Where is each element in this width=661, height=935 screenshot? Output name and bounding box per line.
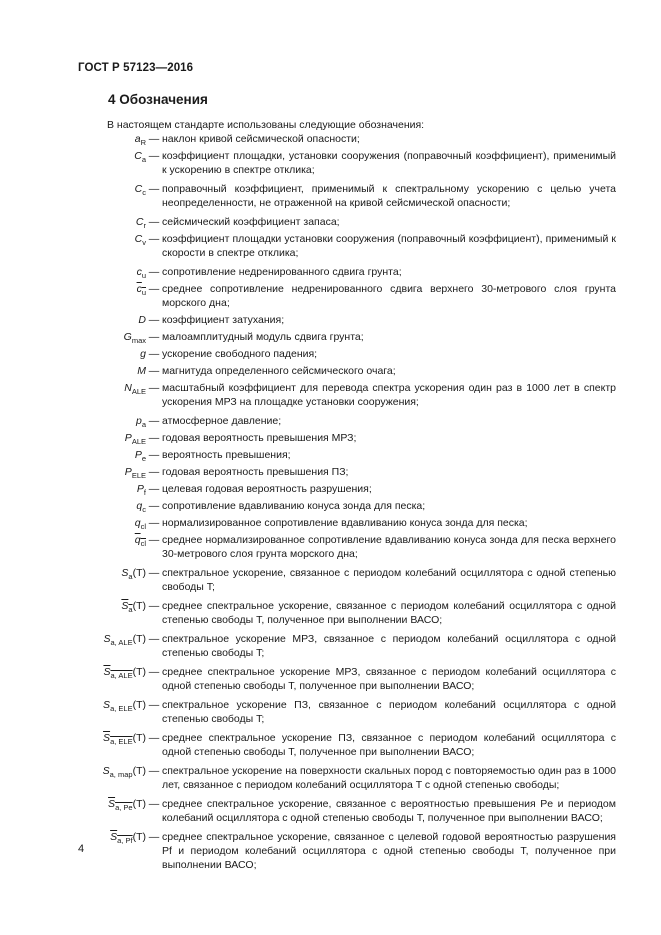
definition-dash: — <box>148 500 160 512</box>
definition-dash: — <box>148 382 160 394</box>
definition-text: среднее спектральное ускорение МРЗ, связанное с периодом колебаний осциллятора с одной степенью свободы T, полученное при выполнении ВАСО; <box>162 666 616 692</box>
definition-symbol: $a_R$ <box>134 133 146 147</box>
definition-text: годовая вероятность превышения ПЗ; <box>162 466 349 478</box>
definition-dash: — <box>148 765 160 777</box>
definition-symbol: $G_{max}$ <box>123 331 146 345</box>
definition-text: среднее спектральное ускорение ПЗ, связанное с периодом колебаний осциллятора с одной степенью свободы T, полученное при выполнении ВАСО; <box>162 732 616 758</box>
definition-row <box>70 330 616 344</box>
definition-dash: — <box>148 567 160 579</box>
definition-dash: — <box>148 534 160 546</box>
definition-symbol: $N_{ALE}$ <box>124 382 146 396</box>
definition-dash: — <box>148 699 160 711</box>
definition-dash: — <box>148 283 160 295</box>
definition-row <box>70 132 616 146</box>
definition-row <box>70 533 616 561</box>
definition-symbol: $q_c$ <box>136 500 146 514</box>
definition-text: среднее нормализированное сопротивление вдавливанию конуса зонда для песка верхнего 30-метрового слоя грунта морского дна; <box>162 534 616 560</box>
definition-text: атмосферное давление; <box>162 415 282 427</box>
definition-dash: — <box>148 732 160 744</box>
definition-dash: — <box>148 483 160 495</box>
definition-text: поправочный коэффициент, применимый к спектральному ускорению с целью учета неопределенности, не отраженной на кривой сейсмической опасности; <box>162 183 616 209</box>
definition-dash: — <box>148 449 160 461</box>
definition-row <box>70 665 616 693</box>
definition-symbol: g <box>140 348 146 360</box>
definition-symbol: $C_r$ <box>135 216 146 230</box>
definition-symbol: $P_{ELE}$ <box>124 466 146 480</box>
definition-dash: — <box>148 798 160 810</box>
definition-row <box>70 599 616 627</box>
definition-row <box>70 149 616 177</box>
definition-symbol: $S_{a, ALE}(T)$ <box>103 633 146 647</box>
definition-row <box>70 566 616 594</box>
definition-symbol: $S_{a, map}(T)$ <box>102 765 146 779</box>
definition-text: среднее спектральное ускорение, связанное с периодом колебаний осциллятора с одной степенью свободы T, полученное при выполнении ВАСО; <box>162 600 616 626</box>
definition-text: годовая вероятность превышения МРЗ; <box>162 432 357 444</box>
definition-row <box>70 764 616 792</box>
definition-dash: — <box>148 233 160 245</box>
definition-symbol: $P_f$ <box>136 483 146 497</box>
definition-text: среднее спектральное ускорение, связанное с вероятностью превышения Pe и периодом колебаний осциллятора с одной степенью свободы T, полученное при выполнении ВАСО; <box>162 798 616 824</box>
definition-symbol: $q_{cl}$ <box>134 517 146 531</box>
definition-row <box>70 364 616 378</box>
definition-row <box>70 282 616 310</box>
intro-text: В настоящем стандарте использованы следующие обозначения: <box>107 119 425 131</box>
definition-symbol: $S_a(T)$ <box>121 600 146 614</box>
definition-text: коэффициент площадки, установки сооружения (поправочный коэффициент), применимый к ускорению в спектре отклика; <box>162 150 616 176</box>
definition-text: масштабный коэффициент для перевода спектра ускорения один раз в 1000 лет в спектр ускорения МРЗ на площадке установки сооружения; <box>162 382 616 408</box>
definition-text: спектральное ускорение ПЗ, связанное с периодом колебаний осциллятора с одной степенью свободы T; <box>162 699 616 725</box>
definition-row <box>70 347 616 361</box>
definition-symbol: $S_{a, ELE}(T)$ <box>103 699 146 713</box>
definition-dash: — <box>148 666 160 678</box>
definition-symbol: $S_{a, ELE}(T)$ <box>103 732 146 746</box>
definition-dash: — <box>148 266 160 278</box>
definition-dash: — <box>148 600 160 612</box>
definition-dash: — <box>148 517 160 529</box>
definition-row <box>70 431 616 445</box>
definition-symbol: M <box>137 365 146 377</box>
definition-dash: — <box>148 365 160 377</box>
definition-text: спектральное ускорение, связанное с периодом колебаний осциллятора с одной степенью свободы T; <box>162 567 616 593</box>
definition-dash: — <box>148 831 160 843</box>
definition-row <box>70 797 616 825</box>
definition-text: вероятность превышения; <box>162 449 291 461</box>
definition-dash: — <box>148 348 160 360</box>
definition-text: сейсмический коэффициент запаса; <box>162 216 340 228</box>
definition-symbol: $S_{a, Pf}(T)$ <box>110 831 146 845</box>
definition-symbol: $\overline{q}_{\overline{cl}}$ <box>134 534 146 548</box>
definition-row <box>70 731 616 759</box>
definition-row <box>70 448 616 462</box>
definition-row <box>70 414 616 428</box>
definition-dash: — <box>148 466 160 478</box>
definition-row <box>70 499 616 513</box>
page-number: 4 <box>78 843 85 855</box>
definition-text: спектральное ускорение на поверхности скальных пород с повторяемостью один раз в 1000 лет, связанное с периодом колебаний осциллятора T с одной степенью свободы; <box>162 765 616 791</box>
definition-text: сопротивление недренированного сдвига грунта; <box>162 266 402 278</box>
definition-symbol: $S_{a, Pe}(T)$ <box>108 798 146 812</box>
definition-dash: — <box>148 150 160 162</box>
definition-dash: — <box>148 633 160 645</box>
definition-symbol: D <box>138 314 146 326</box>
definition-row <box>70 482 616 496</box>
definition-row <box>70 632 616 660</box>
definition-text: спектральное ускорение МРЗ, связанное с периодом колебаний осциллятора с одной степенью свободы T; <box>162 633 616 659</box>
definition-symbol: $C_a$ <box>134 150 146 164</box>
definition-row <box>70 182 616 210</box>
definition-row <box>70 698 616 726</box>
definition-symbol: $P_{ALE}$ <box>124 432 146 446</box>
definition-text: коэффициент площадки установки сооружения (поправочный коэффициент), применимый к скорости в спектре отклика; <box>162 233 616 259</box>
definition-text: малоамплитудный модуль сдвига грунта; <box>162 331 364 343</box>
definition-row <box>70 232 616 260</box>
definition-text: среднее спектральное ускорение, связанное с целевой годовой вероятностью разрушения Pf и периодом колебаний осциллятора с одной степенью свободы T, полученное при выполнении ВАСО; <box>162 831 616 871</box>
definition-text: ускорение свободного падения; <box>162 348 318 360</box>
definition-row <box>70 313 616 327</box>
definition-symbol: $p_a$ <box>135 415 146 429</box>
definition-text: целевая годовая вероятность разрушения; <box>162 483 372 495</box>
definition-dash: — <box>148 314 160 326</box>
definition-dash: — <box>148 415 160 427</box>
definition-text: магнитуда определенного сейсмического очага; <box>162 365 396 377</box>
definition-row <box>70 381 616 409</box>
definition-row <box>70 265 616 279</box>
definition-symbol: $C_v$ <box>134 233 146 247</box>
definition-row <box>70 215 616 229</box>
definition-text: нормализированное сопротивление вдавливанию конуса зонда для песка; <box>162 517 528 529</box>
definition-symbol: $C_c$ <box>134 183 146 197</box>
definition-text: среднее сопротивление недренированного сдвига верхнего 30-метрового слоя грунта морского дна; <box>162 283 616 309</box>
definition-text: сопротивление вдавливанию конуса зонда для песка; <box>162 500 426 512</box>
definition-row <box>70 516 616 530</box>
definition-dash: — <box>148 183 160 195</box>
section-title: 4 Обозначения <box>108 92 208 107</box>
document-header: ГОСТ Р 57123—2016 <box>78 62 194 74</box>
definition-dash: — <box>148 432 160 444</box>
definition-row <box>70 830 616 872</box>
definition-dash: — <box>148 331 160 343</box>
definition-symbol: $P_e$ <box>134 449 146 463</box>
definition-dash: — <box>148 216 160 228</box>
definition-row <box>70 465 616 479</box>
definition-symbol: $S_a(T)$ <box>121 567 146 581</box>
definition-symbol: $\overline{c}_{\overline{u}}$ <box>136 283 146 297</box>
definition-dash: — <box>148 133 160 145</box>
definition-text: наклон кривой сейсмической опасности; <box>162 133 360 145</box>
definitions-list <box>70 132 616 872</box>
definition-text: коэффициент затухания; <box>162 314 285 326</box>
definition-symbol: $S_{a, ALE}(T)$ <box>103 666 146 680</box>
definition-symbol: $c_u$ <box>136 266 146 280</box>
